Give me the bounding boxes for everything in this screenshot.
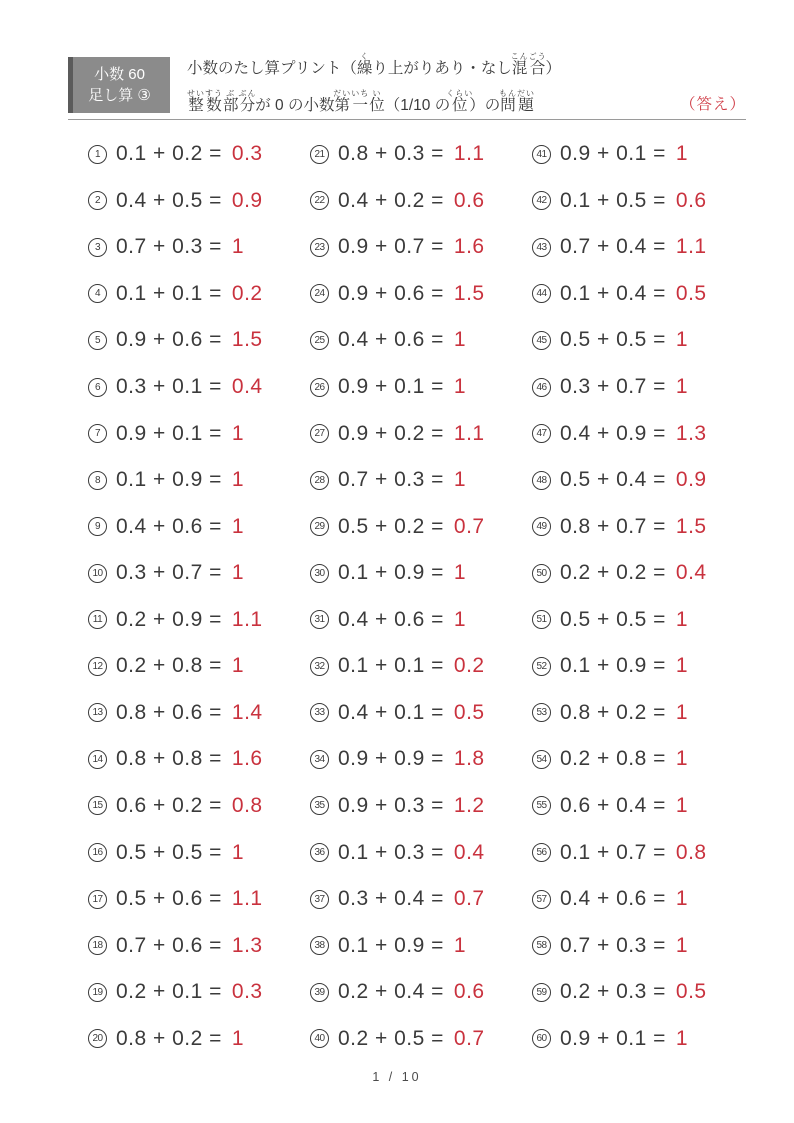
problem-number: 21 [310,145,329,164]
problem-equation: 0.8 + 0.3 = [338,142,444,166]
problem-row [310,922,532,969]
problem-equation: 0.6 + 0.2 = [116,793,222,817]
problem-answer: 1 [675,654,689,678]
problem-row [532,783,754,830]
problem-answer: 1 [453,375,467,399]
problem-row [88,736,310,783]
problem-number: 57 [532,890,551,909]
problem-row [88,829,310,876]
problem-answer: 0.7 [453,1026,485,1050]
worksheet-title-line2: 整数せいすう部ぶ分ぶんが 0 の小数第一だいいち位い（1/10 の位くらい）の問題もんだい [187,89,535,115]
problem-equation: 0.6 + 0.4 = [560,793,666,817]
problem-equation: 0.5 + 0.5 = [116,840,222,864]
problem-number: 5 [88,331,107,350]
problem-number: 13 [88,703,107,722]
problem-row [532,224,754,271]
problem-answer: 1 [675,793,689,817]
problem-row [88,969,310,1016]
problem-equation: 0.4 + 0.6 = [338,328,444,352]
problem-row [310,829,532,876]
problem-row [532,643,754,690]
problem-answer: 1 [231,840,245,864]
problem-equation: 0.2 + 0.3 = [560,980,666,1004]
problem-answer: 1.5 [453,281,485,305]
worksheet-label-box [68,57,170,113]
problem-answer: 1 [453,328,467,352]
problem-number: 9 [88,517,107,536]
problem-number: 52 [532,657,551,676]
problem-number: 39 [310,983,329,1002]
problem-row [310,783,532,830]
problem-answer: 1 [675,933,689,957]
problem-row [310,876,532,923]
problem-answer: 0.2 [231,281,263,305]
problem-equation: 0.7 + 0.3 = [116,235,222,259]
problem-equation: 0.2 + 0.5 = [338,1026,444,1050]
problem-number: 7 [88,424,107,443]
problem-answer: 1 [231,561,245,585]
problem-answer: 1 [675,700,689,724]
problem-equation: 0.1 + 0.3 = [338,840,444,864]
problem-row [310,317,532,364]
problem-answer: 1.4 [231,700,263,724]
problem-number: 24 [310,284,329,303]
problem-equation: 0.7 + 0.3 = [338,468,444,492]
worksheet-title-block [187,40,680,114]
problem-answer: 1.1 [453,142,485,166]
problem-equation: 0.9 + 0.3 = [338,793,444,817]
problem-row [88,503,310,550]
problem-number: 30 [310,564,329,583]
problem-number: 37 [310,890,329,909]
problem-number: 56 [532,843,551,862]
problem-number: 14 [88,750,107,769]
problem-row [310,969,532,1016]
problem-row [88,131,310,178]
problem-number: 23 [310,238,329,257]
problem-number: 32 [310,657,329,676]
problem-row [310,550,532,597]
problem-row [532,271,754,318]
problem-row [532,1015,754,1062]
problem-equation: 0.1 + 0.9 = [338,561,444,585]
problem-row [88,643,310,690]
problem-equation: 0.9 + 0.9 = [338,747,444,771]
problem-row [532,829,754,876]
problem-answer: 0.5 [453,700,485,724]
problem-number: 46 [532,378,551,397]
problem-answer: 1 [675,607,689,631]
problem-answer: 0.4 [453,840,485,864]
problem-answer: 0.2 [453,654,485,678]
problem-row [310,364,532,411]
problem-answer: 0.3 [231,142,263,166]
problem-number: 50 [532,564,551,583]
problem-equation: 0.4 + 0.1 = [338,700,444,724]
problem-equation: 0.5 + 0.4 = [560,468,666,492]
problem-equation: 0.5 + 0.2 = [338,514,444,538]
problem-number: 29 [310,517,329,536]
problem-equation: 0.4 + 0.6 = [338,607,444,631]
problem-answer: 1.5 [231,328,263,352]
problem-equation: 0.3 + 0.4 = [338,887,444,911]
problem-number: 55 [532,796,551,815]
problem-row [310,690,532,737]
problem-answer: 1.5 [675,514,707,538]
problem-row [310,643,532,690]
problem-answer: 1 [453,468,467,492]
problem-number: 41 [532,145,551,164]
problem-equation: 0.8 + 0.7 = [560,514,666,538]
problem-row [532,364,754,411]
problem-answer: 1 [231,235,245,259]
problem-number: 19 [88,983,107,1002]
problem-row [88,783,310,830]
problem-answer: 1 [675,375,689,399]
problem-equation: 0.3 + 0.1 = [116,375,222,399]
problem-row [310,178,532,225]
problem-answer: 1.1 [231,887,263,911]
problem-number: 1 [88,145,107,164]
problem-equation: 0.5 + 0.6 = [116,887,222,911]
problem-equation: 0.9 + 0.7 = [338,235,444,259]
problem-number: 20 [88,1029,107,1048]
problem-answer: 1 [675,142,689,166]
problem-equation: 0.1 + 0.1 = [338,654,444,678]
problem-row [532,876,754,923]
problem-equation: 0.1 + 0.4 = [560,281,666,305]
problem-equation: 0.2 + 0.2 = [560,561,666,585]
problem-answer: 1 [231,468,245,492]
problem-number: 28 [310,471,329,490]
problem-number: 45 [532,331,551,350]
problem-number: 12 [88,657,107,676]
problem-number: 11 [88,610,107,629]
worksheet-header [68,40,746,120]
problem-answer: 1 [675,328,689,352]
problem-answer: 1 [231,514,245,538]
problem-equation: 0.8 + 0.6 = [116,700,222,724]
worksheet-title-line1: 小数のたし算プリント（繰くり上がりあり・なし混合こんごう） [187,52,561,77]
problem-answer: 1 [675,1026,689,1050]
problem-row [532,969,754,1016]
problem-equation: 0.1 + 0.9 = [116,468,222,492]
problem-row [532,131,754,178]
problem-answer: 1 [231,1026,245,1050]
problem-row [88,364,310,411]
problem-number: 31 [310,610,329,629]
problem-row [310,1015,532,1062]
problem-equation: 0.9 + 0.6 = [338,281,444,305]
problem-equation: 0.9 + 0.1 = [338,375,444,399]
problem-answer: 0.4 [231,375,263,399]
problem-equation: 0.8 + 0.2 = [116,1026,222,1050]
problem-answer: 1.6 [453,235,485,259]
problem-number: 58 [532,936,551,955]
problem-equation: 0.9 + 0.1 = [560,142,666,166]
problem-equation: 0.1 + 0.9 = [560,654,666,678]
problem-number: 6 [88,378,107,397]
problem-row [88,690,310,737]
problem-equation: 0.9 + 0.1 = [116,421,222,445]
problem-number: 60 [532,1029,551,1048]
problem-answer: 0.5 [675,281,707,305]
problem-answer: 1.8 [453,747,485,771]
problems-grid [88,131,754,1062]
problem-equation: 0.7 + 0.3 = [560,933,666,957]
problem-number: 54 [532,750,551,769]
problem-row [532,178,754,225]
problem-row [88,457,310,504]
problem-number: 43 [532,238,551,257]
problem-number: 36 [310,843,329,862]
page-number: 1 / 10 [372,1070,422,1084]
problem-number: 4 [88,284,107,303]
problem-row [532,550,754,597]
problem-answer: 1.3 [231,933,263,957]
problem-equation: 0.2 + 0.4 = [338,980,444,1004]
problem-answer: 0.8 [231,793,263,817]
problem-equation: 0.9 + 0.6 = [116,328,222,352]
problem-answer: 1 [675,887,689,911]
problem-row [310,596,532,643]
problem-number: 59 [532,983,551,1002]
problem-answer: 1 [231,654,245,678]
problem-number: 22 [310,191,329,210]
problem-answer: 0.5 [675,980,707,1004]
problem-number: 16 [88,843,107,862]
problem-answer: 0.9 [675,468,707,492]
problem-answer: 0.4 [675,561,707,585]
problem-row [88,550,310,597]
problem-equation: 0.2 + 0.1 = [116,980,222,1004]
problem-row [532,317,754,364]
problem-answer: 1 [453,607,467,631]
problem-answer: 1.2 [453,793,485,817]
problem-row [88,922,310,969]
problem-equation: 0.8 + 0.2 = [560,700,666,724]
problem-equation: 0.1 + 0.5 = [560,188,666,212]
problem-row [532,736,754,783]
problem-answer: 1.3 [675,421,707,445]
problem-equation: 0.2 + 0.8 = [116,654,222,678]
problem-row [310,224,532,271]
problem-number: 42 [532,191,551,210]
problem-row [310,410,532,457]
problem-equation: 0.4 + 0.9 = [560,421,666,445]
problem-row [310,271,532,318]
problem-number: 3 [88,238,107,257]
problem-number: 34 [310,750,329,769]
problem-equation: 0.3 + 0.7 = [560,375,666,399]
problem-number: 17 [88,890,107,909]
problem-equation: 0.2 + 0.8 = [560,747,666,771]
problem-answer: 1.1 [675,235,707,259]
problem-row [310,131,532,178]
problem-number: 15 [88,796,107,815]
problem-answer: 1 [231,421,245,445]
problem-equation: 0.1 + 0.9 = [338,933,444,957]
problem-equation: 0.1 + 0.1 = [116,281,222,305]
problem-row [310,736,532,783]
problem-equation: 0.5 + 0.5 = [560,328,666,352]
problem-row [532,922,754,969]
problem-answer: 1 [453,561,467,585]
problem-answer: 0.3 [231,980,263,1004]
problem-answer: 0.8 [675,840,707,864]
problem-number: 27 [310,424,329,443]
problem-number: 38 [310,936,329,955]
problem-row [532,503,754,550]
worksheet-count-label: 小数 60 [94,66,145,84]
problem-equation: 0.5 + 0.5 = [560,607,666,631]
problem-answer: 1 [675,747,689,771]
problem-row [532,690,754,737]
problem-number: 48 [532,471,551,490]
problem-number: 35 [310,796,329,815]
problem-row [88,224,310,271]
problem-equation: 0.9 + 0.2 = [338,421,444,445]
problem-row [88,1015,310,1062]
problem-answer: 0.6 [453,188,485,212]
problem-row [532,596,754,643]
problem-row [88,596,310,643]
problem-answer: 1.1 [231,607,263,631]
problem-answer: 1.1 [453,421,485,445]
problem-row [88,876,310,923]
problem-number: 49 [532,517,551,536]
problem-number: 40 [310,1029,329,1048]
problem-equation: 0.4 + 0.5 = [116,188,222,212]
problem-number: 44 [532,284,551,303]
problem-answer: 0.9 [231,188,263,212]
problem-equation: 0.8 + 0.8 = [116,747,222,771]
problem-number: 10 [88,564,107,583]
problem-row [88,178,310,225]
problem-number: 18 [88,936,107,955]
problem-answer: 1.6 [231,747,263,771]
problem-row [88,271,310,318]
problem-answer: 0.6 [675,188,707,212]
problem-answer: 0.7 [453,887,485,911]
problem-equation: 0.7 + 0.4 = [560,235,666,259]
problem-equation: 0.1 + 0.2 = [116,142,222,166]
problem-answer: 0.7 [453,514,485,538]
problem-row [88,410,310,457]
problem-equation: 0.7 + 0.6 = [116,933,222,957]
problem-row [310,457,532,504]
problem-number: 8 [88,471,107,490]
problem-equation: 0.1 + 0.7 = [560,840,666,864]
problem-equation: 0.2 + 0.9 = [116,607,222,631]
problem-answer: 1 [453,933,467,957]
problem-number: 2 [88,191,107,210]
problem-equation: 0.4 + 0.6 = [116,514,222,538]
problem-number: 25 [310,331,329,350]
problem-row [88,317,310,364]
problem-number: 47 [532,424,551,443]
problem-equation: 0.3 + 0.7 = [116,561,222,585]
worksheet-type-label: 足し算 ③ [88,87,151,105]
problem-number: 51 [532,610,551,629]
problem-row [532,410,754,457]
problem-equation: 0.4 + 0.2 = [338,188,444,212]
problem-number: 53 [532,703,551,722]
problem-equation: 0.9 + 0.1 = [560,1026,666,1050]
problem-equation: 0.4 + 0.6 = [560,887,666,911]
answer-key-label: （答え） [679,96,746,114]
problem-number: 33 [310,703,329,722]
problem-row [310,503,532,550]
problem-row [532,457,754,504]
problem-number: 26 [310,378,329,397]
problem-answer: 0.6 [453,980,485,1004]
